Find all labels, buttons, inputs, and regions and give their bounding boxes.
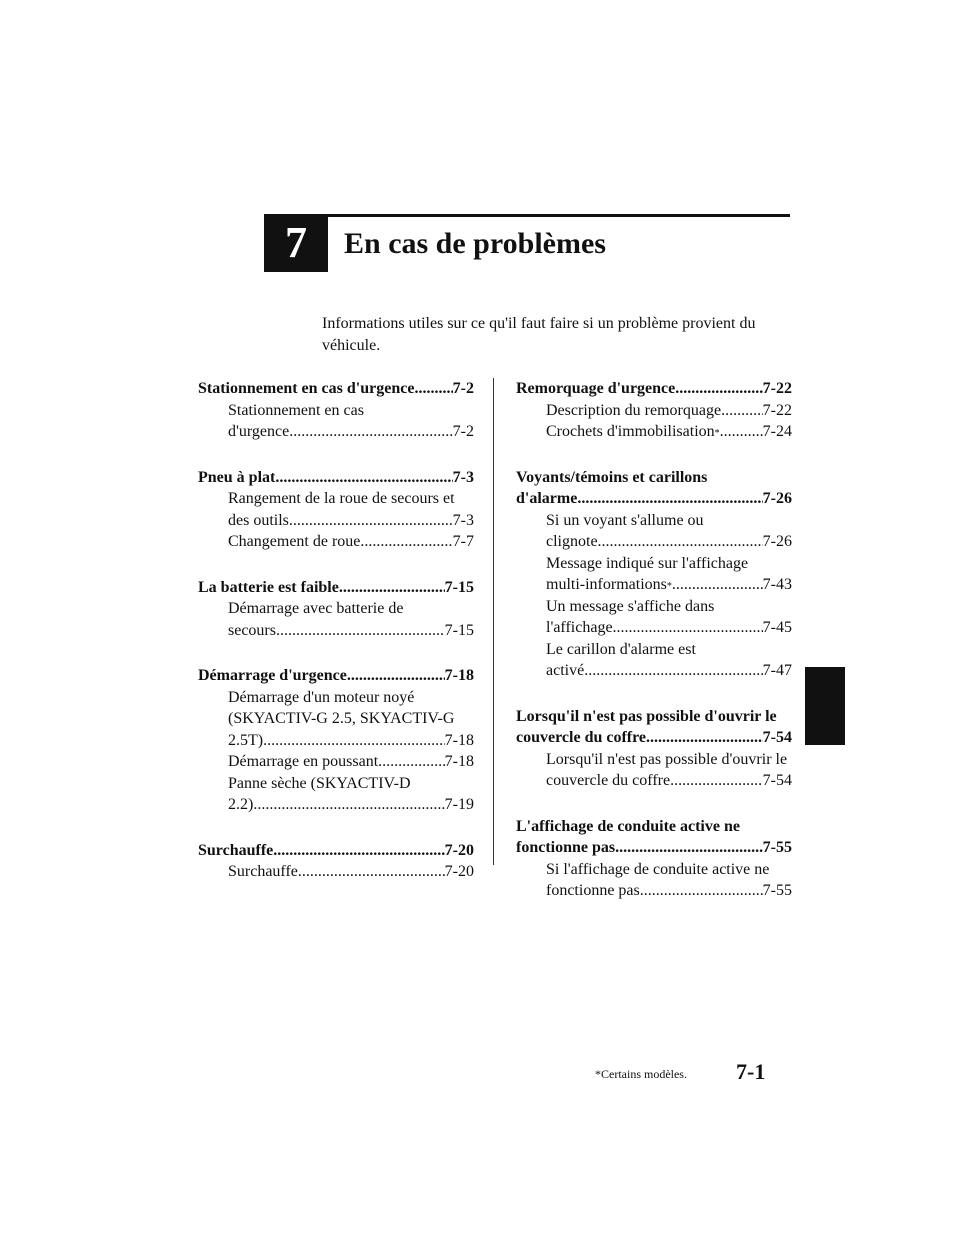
leader-dots [289, 421, 452, 443]
toc-entry-line [516, 574, 792, 596]
toc-section-title[interactable] [198, 840, 474, 862]
toc-section [516, 816, 792, 902]
toc-section-title-line [198, 840, 474, 862]
chapter-thumb-tab [805, 667, 845, 745]
toc-section-title-text: Remorquage d'urgence [516, 380, 676, 397]
toc-entries [198, 687, 474, 816]
toc-entry-text: 2.2) [228, 796, 254, 813]
leader-dots [263, 730, 445, 752]
toc-entry-page: 7-19 [444, 796, 474, 813]
toc-entry-line [516, 660, 792, 682]
leader-dots [339, 577, 445, 599]
toc-entry[interactable] [198, 773, 474, 816]
toc-section [198, 577, 474, 642]
toc-section-title-line [198, 378, 474, 400]
leader-dots [584, 660, 762, 682]
toc-section-title-text: Stationnement en cas d'urgence [198, 380, 415, 397]
toc-section [516, 706, 792, 792]
toc-right-column [516, 378, 792, 926]
toc-entry-line: Démarrage d'un moteur noyé [228, 688, 415, 706]
toc-section-title[interactable] [516, 816, 792, 859]
toc-entry-line: Stationnement en cas [228, 401, 364, 419]
toc-entry-line: Le carillon d'alarme est [546, 640, 696, 658]
toc-entry-page: 7-55 [762, 882, 792, 899]
asterisk-marker: * [666, 581, 672, 592]
toc-entries [516, 859, 792, 902]
toc-entry-page: 7-26 [762, 533, 792, 550]
leader-dots [613, 617, 763, 639]
leader-dots [672, 574, 763, 596]
leader-dots [378, 751, 445, 773]
chapter-header [264, 214, 790, 272]
toc-section-title-text: fonctionne pas [516, 839, 616, 856]
toc-entry-text: 2.5T) [228, 731, 264, 749]
chapter-intro: Informations utiles sur ce qu'il faut faire si un problème provient du véhicule. [322, 315, 756, 354]
toc-section-title-page: 7-20 [444, 841, 474, 859]
leader-dots [276, 620, 445, 642]
leader-dots [670, 770, 763, 792]
toc-entry-line: Lorsqu'il n'est pas possible d'ouvrir le [546, 750, 788, 768]
toc-section-title-line: L'affichage de conduite active ne [516, 817, 740, 835]
toc-section-title-text: Pneu à plat [198, 468, 276, 486]
toc-section-title-page: 7-2 [452, 380, 474, 397]
toc-entry[interactable] [198, 861, 474, 883]
leader-dots [298, 861, 445, 883]
toc-entry[interactable] [198, 598, 474, 641]
toc-entry[interactable] [198, 531, 474, 553]
toc-entry-page: 7-24 [762, 423, 792, 440]
toc-left-column [198, 378, 474, 907]
toc-section-title[interactable] [198, 577, 474, 599]
toc-entry-text: secours [228, 621, 276, 639]
toc-section-title-page: 7-3 [452, 468, 474, 486]
toc-entry-line [198, 421, 474, 443]
toc-entry-text: multi-informations [546, 576, 667, 593]
chapter-title: En cas de problèmes [344, 227, 606, 260]
toc-section [516, 467, 792, 682]
toc-entry-line [516, 880, 792, 902]
toc-entry-line [198, 510, 474, 532]
toc-entry-line [516, 770, 792, 792]
toc-entry-line [516, 400, 792, 422]
toc-entry-text: des outils [228, 511, 289, 529]
toc-entry-line: (SKYACTIV-G 2.5, SKYACTIV-G [228, 710, 455, 727]
toc-entry-line: Panne sèche (SKYACTIV-D [228, 774, 411, 792]
toc-section-title-line [198, 467, 474, 489]
toc-section-title-line [516, 727, 792, 749]
toc-entries [516, 749, 792, 792]
toc-entry-page: 7-43 [762, 576, 792, 593]
toc-entry[interactable] [198, 687, 474, 752]
toc-entries [516, 400, 792, 443]
chapter-rule [328, 214, 790, 217]
footnote: *Certains modèles. [595, 1067, 687, 1081]
toc-entry-page: 7-54 [762, 772, 792, 789]
toc-section [198, 378, 474, 443]
toc-entry-line: Rangement de la roue de secours et [228, 490, 455, 507]
toc-entry-line: Démarrage avec batterie de [228, 600, 404, 617]
toc-entries [198, 400, 474, 443]
toc-entry-line [516, 617, 792, 639]
column-divider [493, 378, 494, 865]
toc-section-title[interactable] [198, 378, 474, 400]
toc-entry-line [198, 620, 474, 642]
toc-section-title-text: La batterie est faible [198, 578, 339, 596]
toc-entry-line [198, 861, 474, 883]
toc-entry-page: 7-2 [452, 423, 474, 440]
toc-section-title-page: 7-54 [762, 729, 792, 746]
toc-section-title-page: 7-55 [762, 839, 792, 856]
toc-entry-page: 7-22 [762, 401, 792, 419]
toc-section [198, 840, 474, 883]
toc-entry-page: 7-3 [452, 511, 474, 529]
toc-section-title-line [516, 837, 792, 859]
toc-entry[interactable] [198, 751, 474, 773]
toc-section [516, 378, 792, 443]
toc-entry-line [198, 751, 474, 773]
toc-entry[interactable] [516, 859, 792, 902]
toc-entry-line [198, 730, 474, 752]
toc-section-title-page: 7-26 [762, 490, 792, 507]
toc-entries [198, 861, 474, 883]
leader-dots [289, 510, 453, 532]
toc-entry-line: Message indiqué sur l'affichage [546, 554, 749, 572]
toc-entry-line: Si un voyant s'allume ou [546, 511, 704, 529]
toc-entry[interactable] [516, 553, 792, 596]
toc-entries [198, 598, 474, 641]
toc-entry[interactable] [516, 510, 792, 553]
toc-section-title-page: 7-18 [444, 667, 474, 684]
toc-section-title[interactable] [516, 467, 792, 510]
toc-entry[interactable] [516, 596, 792, 639]
toc-section-title-text: couvercle du coffre [516, 729, 647, 746]
toc-section-title-line [516, 488, 792, 510]
toc-entry[interactable] [516, 749, 792, 792]
leader-dots [646, 727, 763, 749]
leader-dots [577, 488, 762, 510]
toc-section-title-line [198, 665, 474, 687]
toc-entry-page: 7-18 [444, 731, 474, 749]
toc-section-title-line [516, 378, 792, 400]
leader-dots [720, 421, 763, 443]
toc-entry-text: fonctionne pas [546, 882, 640, 899]
toc-entry-text: Description du remorquage [546, 401, 722, 419]
toc-entry-line [516, 531, 792, 553]
leader-dots [414, 378, 452, 400]
leader-dots [253, 794, 444, 816]
toc-entry-text: l'affichage [546, 619, 613, 636]
toc-entry[interactable] [516, 639, 792, 682]
leader-dots [347, 665, 445, 687]
leader-dots [598, 531, 763, 553]
leader-dots [615, 837, 763, 859]
toc-section-title-line [198, 577, 474, 599]
leader-dots [721, 400, 763, 422]
toc-section-title-page: 7-22 [762, 380, 792, 397]
toc-entry-page: 7-45 [762, 619, 792, 636]
toc-section-title-page: 7-15 [444, 578, 474, 596]
toc-entry[interactable] [516, 400, 792, 422]
toc-section-title-text: d'alarme [516, 490, 578, 507]
page-number: 7-1 [736, 1059, 766, 1084]
toc-entry-line: Si l'affichage de conduite active ne [546, 860, 770, 878]
toc-entry-line [516, 421, 792, 443]
toc-section-title-line: Lorsqu'il n'est pas possible d'ouvrir le [516, 707, 777, 725]
toc-entry-text: Surchauffe [228, 863, 298, 880]
leader-dots [675, 378, 762, 400]
toc-entry-page: 7-47 [762, 662, 792, 679]
leader-dots [360, 531, 452, 553]
toc-entry-text: activé [546, 662, 585, 679]
toc-section-title-text: Surchauffe [198, 841, 274, 859]
toc-section-title[interactable] [198, 665, 474, 687]
toc-entries [198, 488, 474, 553]
toc-entry-line: Un message s'affiche dans [546, 597, 715, 615]
toc-entry[interactable] [516, 421, 792, 443]
toc-section [198, 665, 474, 816]
toc-entry[interactable] [198, 400, 474, 443]
toc-entry-text: Crochets d'immobilisation [546, 423, 715, 440]
chapter-number: 7 [264, 214, 328, 272]
toc-entry-text: Changement de roue [228, 533, 361, 550]
toc-entry-text: couvercle du coffre [546, 772, 671, 789]
toc-entry[interactable] [198, 488, 474, 531]
toc-section-title-line: Voyants/témoins et carillons [516, 468, 708, 486]
toc-section-title[interactable] [198, 467, 474, 489]
toc-section [198, 467, 474, 553]
leader-dots [275, 467, 452, 489]
toc-entries [516, 510, 792, 682]
toc-entry-line [198, 531, 474, 553]
leader-dots [640, 880, 763, 902]
leader-dots [273, 840, 444, 862]
toc-entry-page: 7-7 [452, 533, 474, 550]
asterisk-marker: * [714, 428, 720, 439]
toc-section-title[interactable] [516, 706, 792, 749]
toc-entry-page: 7-15 [444, 621, 474, 639]
toc-entry-line [198, 794, 474, 816]
toc-entry-text: d'urgence [228, 423, 290, 440]
toc-entry-page: 7-18 [444, 753, 474, 770]
toc-section-title[interactable] [516, 378, 792, 400]
toc-entry-page: 7-20 [444, 863, 474, 880]
toc-entry-text: Démarrage en poussant [228, 753, 379, 770]
toc-entry-text: clignote [546, 533, 598, 550]
toc-section-title-text: Démarrage d'urgence [198, 667, 347, 684]
